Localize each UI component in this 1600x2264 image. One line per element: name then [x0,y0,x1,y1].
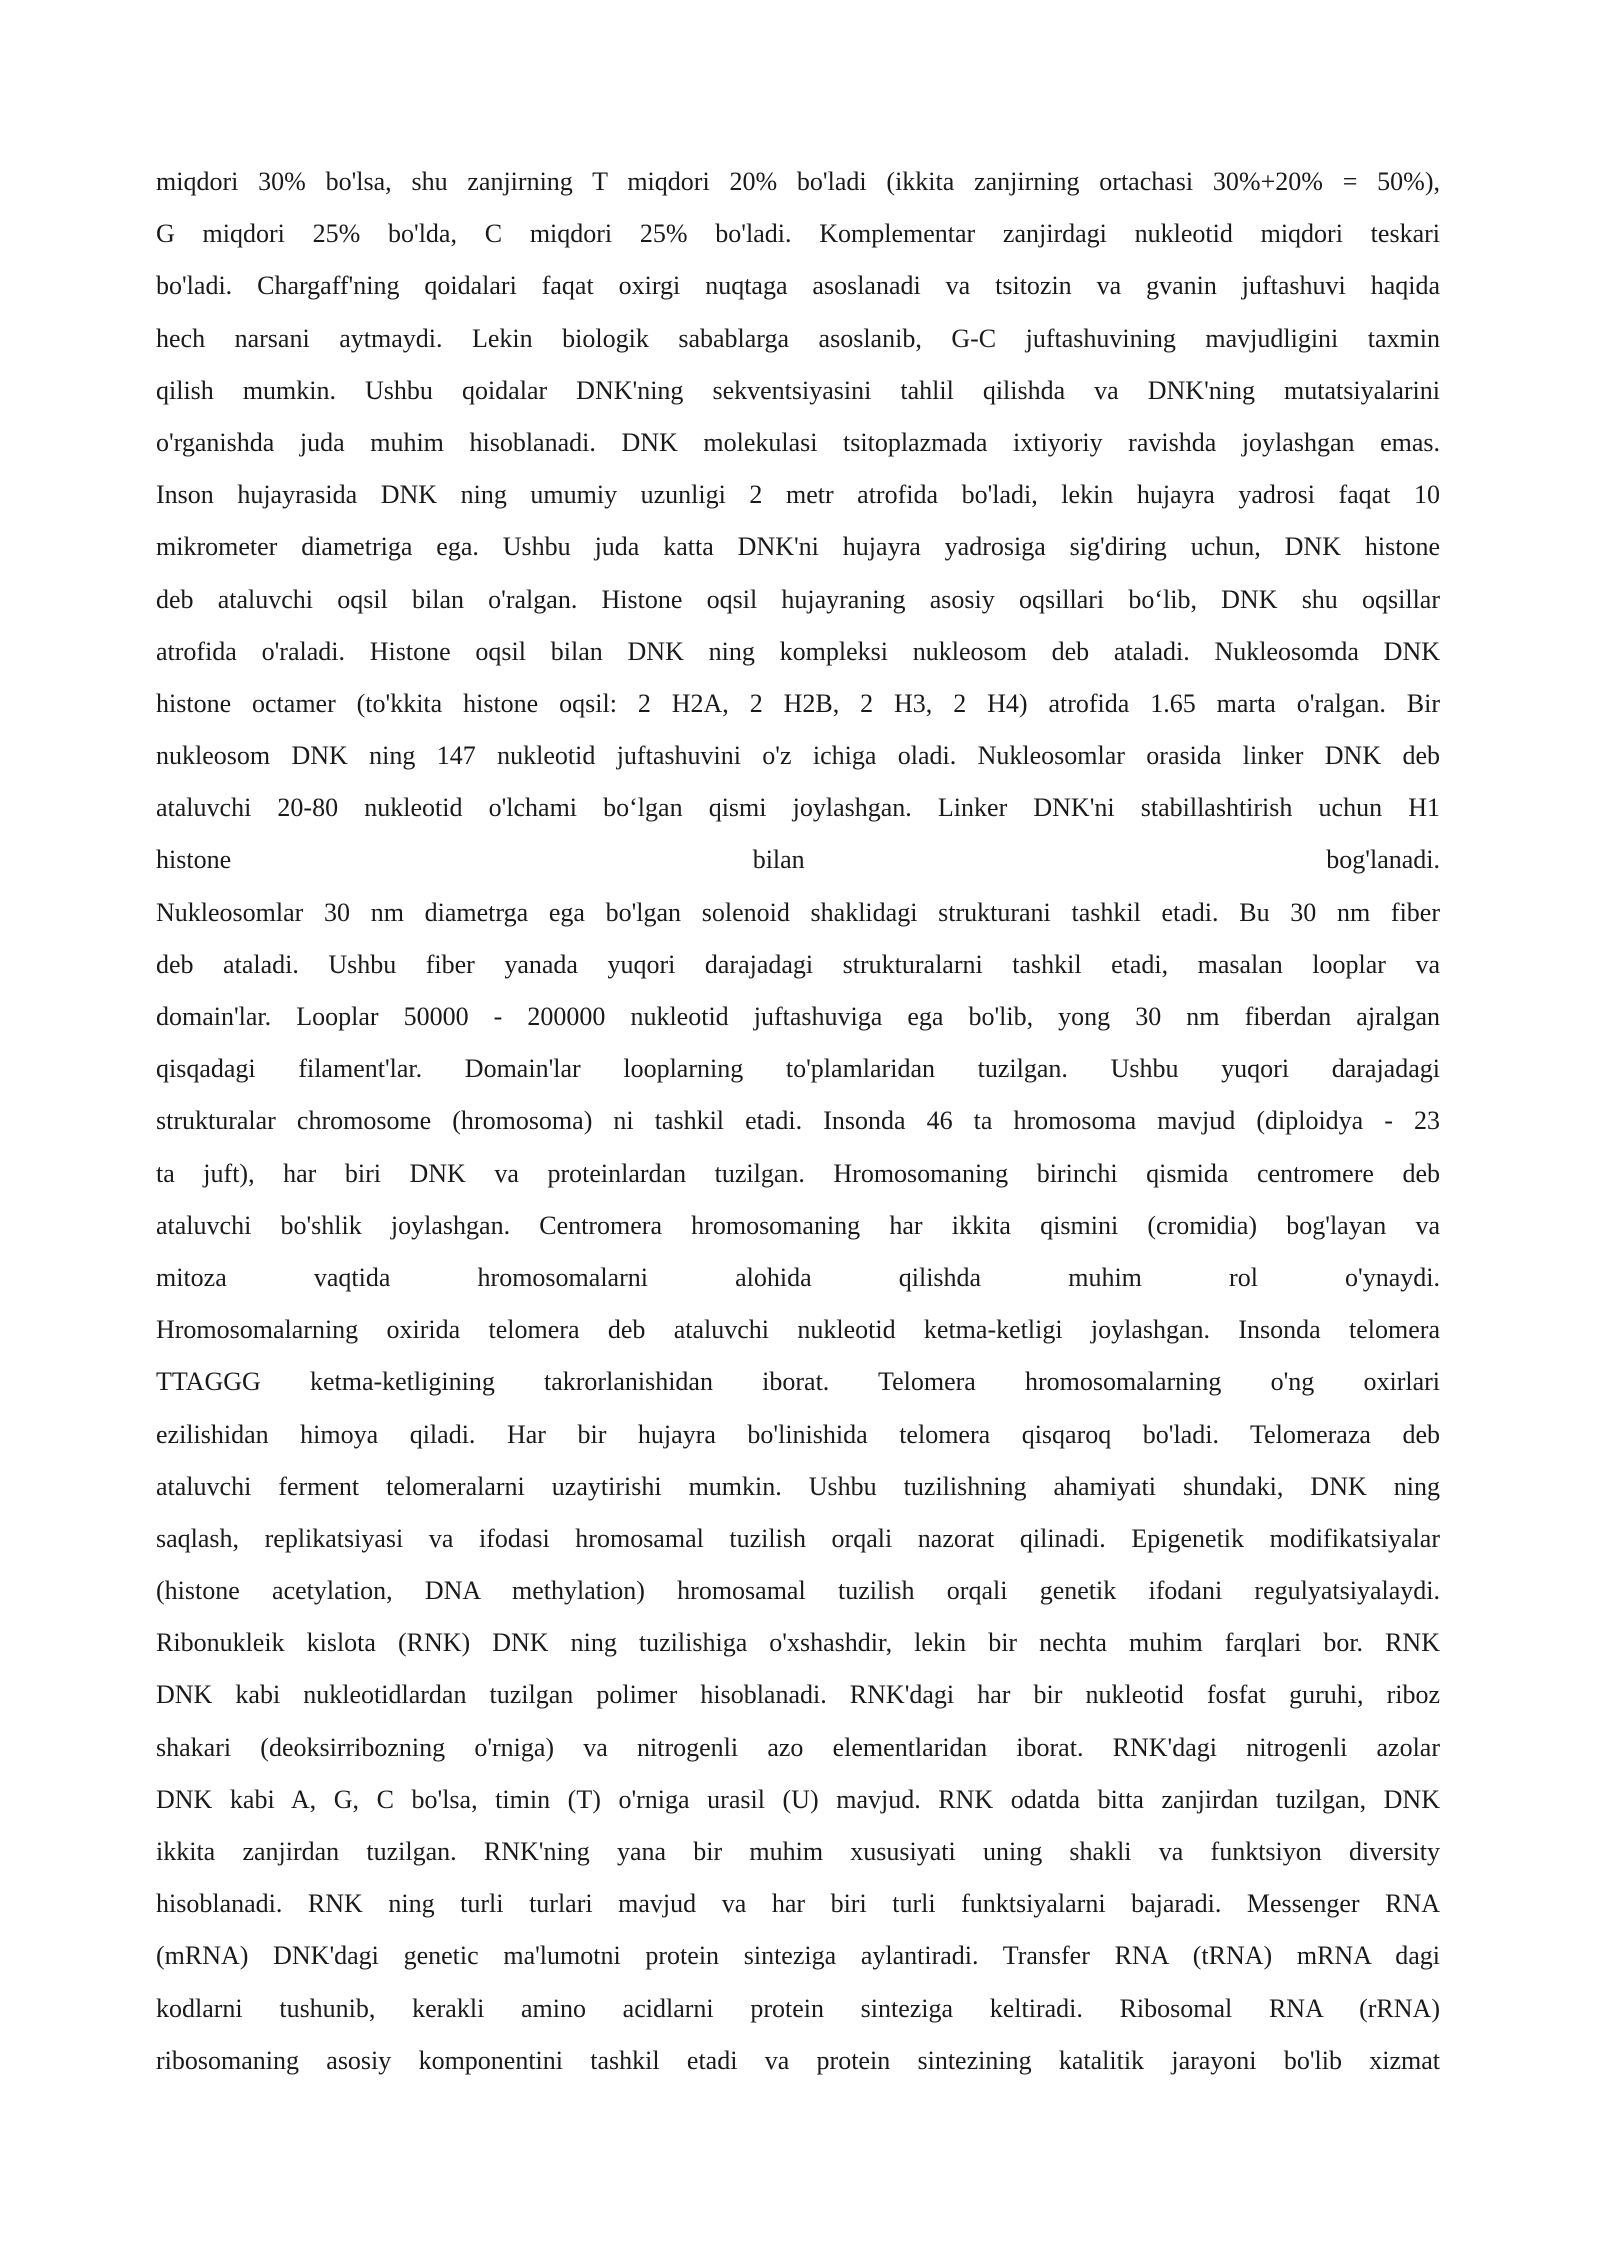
text-line: hech narsani aytmaydi. Lekin biologik sabablarga asoslanib, G-C juftashuvining mavjudligini taxmin [156,323,1440,353]
text-line: TTAGGG ketma-ketligining takrorlanishidan iborat. Telomera hromosomalarning o'ng oxirlari [156,1367,1440,1397]
text-line: miqdori 30% bo'lsa, shu zanjirning T miqdori 20% bo'ladi (ikkita zanjirning ortachasi 30%+20% = 50%), [156,167,1440,196]
text-line: Ribonukleik kislota (RNK) DNK ning tuzilishiga o'xshashdir, lekin bir nechta muhim farqlari bor. RNK [156,1628,1440,1658]
text-line: mikrometer diametriga ega. Ushbu juda katta DNK'ni hujayra yadrosiga sig'diring uchun, DNK histone [156,532,1440,562]
text-line: qilish mumkin. Ushbu qoidalar DNK'ning sekventsiyasini tahlil qilishda va DNK'ning mutatsiyalarini [156,375,1440,405]
text-line: domain'lar. Looplar 50000 - 200000 nukleotid juftashuviga ega bo'lib, yong 30 nm fiberdan ajralgan [156,1002,1440,1031]
text-line: ataluvchi bo'shlik joylashgan. Centromera hromosomaning har ikkita qismini (cromidia) bog'layan va [156,1210,1440,1240]
body-text [156,156,1440,2087]
text-line: atrofida o'raladi. Histone oqsil bilan DNK ning kompleksi nukleosom deb ataladi. Nukleosomda DNK [156,636,1440,666]
text-line: deb ataladi. Ushbu fiber yanada yuqori darajadagi strukturalarni tashkil etadi, masalan looplar va [156,949,1440,979]
text-line: nukleosom DNK ning 147 nukleotid juftashuvini o'z ichiga oladi. Nukleosomlar orasida linker DNK deb [156,741,1440,771]
text-line: ezilishidan himoya qiladi. Har bir hujayra bo'linishida telomera qisqaroq bo'ladi. Telomeraza deb [156,1419,1440,1449]
text-line: Hromosomalarning oxirida telomera deb ataluvchi nukleotid ketma-ketligi joylashgan. Insonda telomera [156,1315,1440,1345]
text-line: histone octamer (to'kkita histone oqsil: 2 H2A, 2 H2B, 2 H3, 2 H4) atrofida 1.65 marta o'ralgan. Bir [156,688,1440,718]
text-line: deb ataluvchi oqsil bilan o'ralgan. Histone oqsil hujayraning asosiy oqsillari bo‘lib, DNK shu oqsillar [156,584,1440,614]
text-line: shakari (deoksirribozning o'rniga) va nitrogenli azo elementlaridan iborat. RNK'dagi nitrogenli azolar [156,1732,1440,1762]
text-line: ta juft), har biri DNK va proteinlardan tuzilgan. Hromosomaning birinchi qismida centromere deb [156,1158,1440,1188]
text-line: (mRNA) DNK'dagi genetic ma'lumotni protein sinteziga aylantiradi. Transfer RNA (tRNA) mRNA dagi [156,1941,1440,1971]
text-line: saqlash, replikatsiyasi va ifodasi hromosamal tuzilish orqali nazorat qilinadi. Epigenetik modifikatsiyalar [156,1523,1440,1553]
text-line: DNK kabi nukleotidlardan tuzilgan polimer hisoblanadi. RNK'dagi har bir nukleotid fosfat guruhi, riboz [156,1680,1440,1710]
text-line: strukturalar chromosome (hromosoma) ni tashkil etadi. Insonda 46 ta hromosoma mavjud (diploidya - 23 [156,1106,1440,1136]
text-line: DNK kabi A, G, C bo'lsa, timin (T) o'rniga urasil (U) mavjud. RNK odatda bitta zanjirdan tuzilgan, DNK [156,1784,1440,1814]
text-line: ikkita zanjirdan tuzilgan. RNK'ning yana bir muhim xususiyati uning shakli va funktsiyon diversity [156,1837,1440,1866]
text-line: o'rganishda juda muhim hisoblanadi. DNK molekulasi tsitoplazmada ixtiyoriy ravishda joylashgan emas. [156,427,1440,457]
text-line: mitoza vaqtida hromosomalarni alohida qilishda muhim rol o'ynaydi. [156,1262,1440,1292]
text-line: Inson hujayrasida DNK ning umumiy uzunligi 2 metr atrofida bo'ladi, lekin hujayra yadrosi faqat 10 [156,480,1440,510]
text-line: qisqadagi filament'lar. Domain'lar looplarning to'plamlaridan tuzilgan. Ushbu yuqori darajadagi [156,1054,1440,1084]
text-line: (histone acetylation, DNA methylation) hromosamal tuzilish orqali genetik ifodani regulyatsiyalaydi. [156,1576,1440,1606]
text-line: ataluvchi 20-80 nukleotid o'lchami bo‘lgan qismi joylashgan. Linker DNK'ni stabillashtirish uchun H1 [156,793,1440,823]
text-line: hisoblanadi. RNK ning turli turlari mavjud va har biri turli funktsiyalarni bajaradi. Messenger RNA [156,1889,1440,1919]
text-line: histone bilan bog'lanadi. [156,845,1440,875]
text-line: G miqdori 25% bo'lda, C miqdori 25% bo'ladi. Komplementar zanjirdagi nukleotid miqdori teskari [156,219,1440,249]
text-line: bo'ladi. Chargaff'ning qoidalari faqat oxirgi nuqtaga asoslanadi va tsitozin va gvanin juftashuvi haqida [156,271,1440,301]
text-line: Nukleosomlar 30 nm diametrga ega bo'lgan solenoid shaklidagi strukturani tashkil etadi. Bu 30 nm fiber [156,897,1440,927]
text-line: ribosomaning asosiy komponentini tashkil etadi va protein sintezining katalitik jarayoni bo'lib xizmat [156,2045,1440,2075]
text-line: kodlarni tushunib, kerakli amino acidlarni protein sinteziga keltiradi. Ribosomal RNA (rRNA) [156,1993,1440,2023]
text-line: ataluvchi ferment telomeralarni uzaytirishi mumkin. Ushbu tuzilishning ahamiyati shundaki, DNK ning [156,1471,1440,1501]
